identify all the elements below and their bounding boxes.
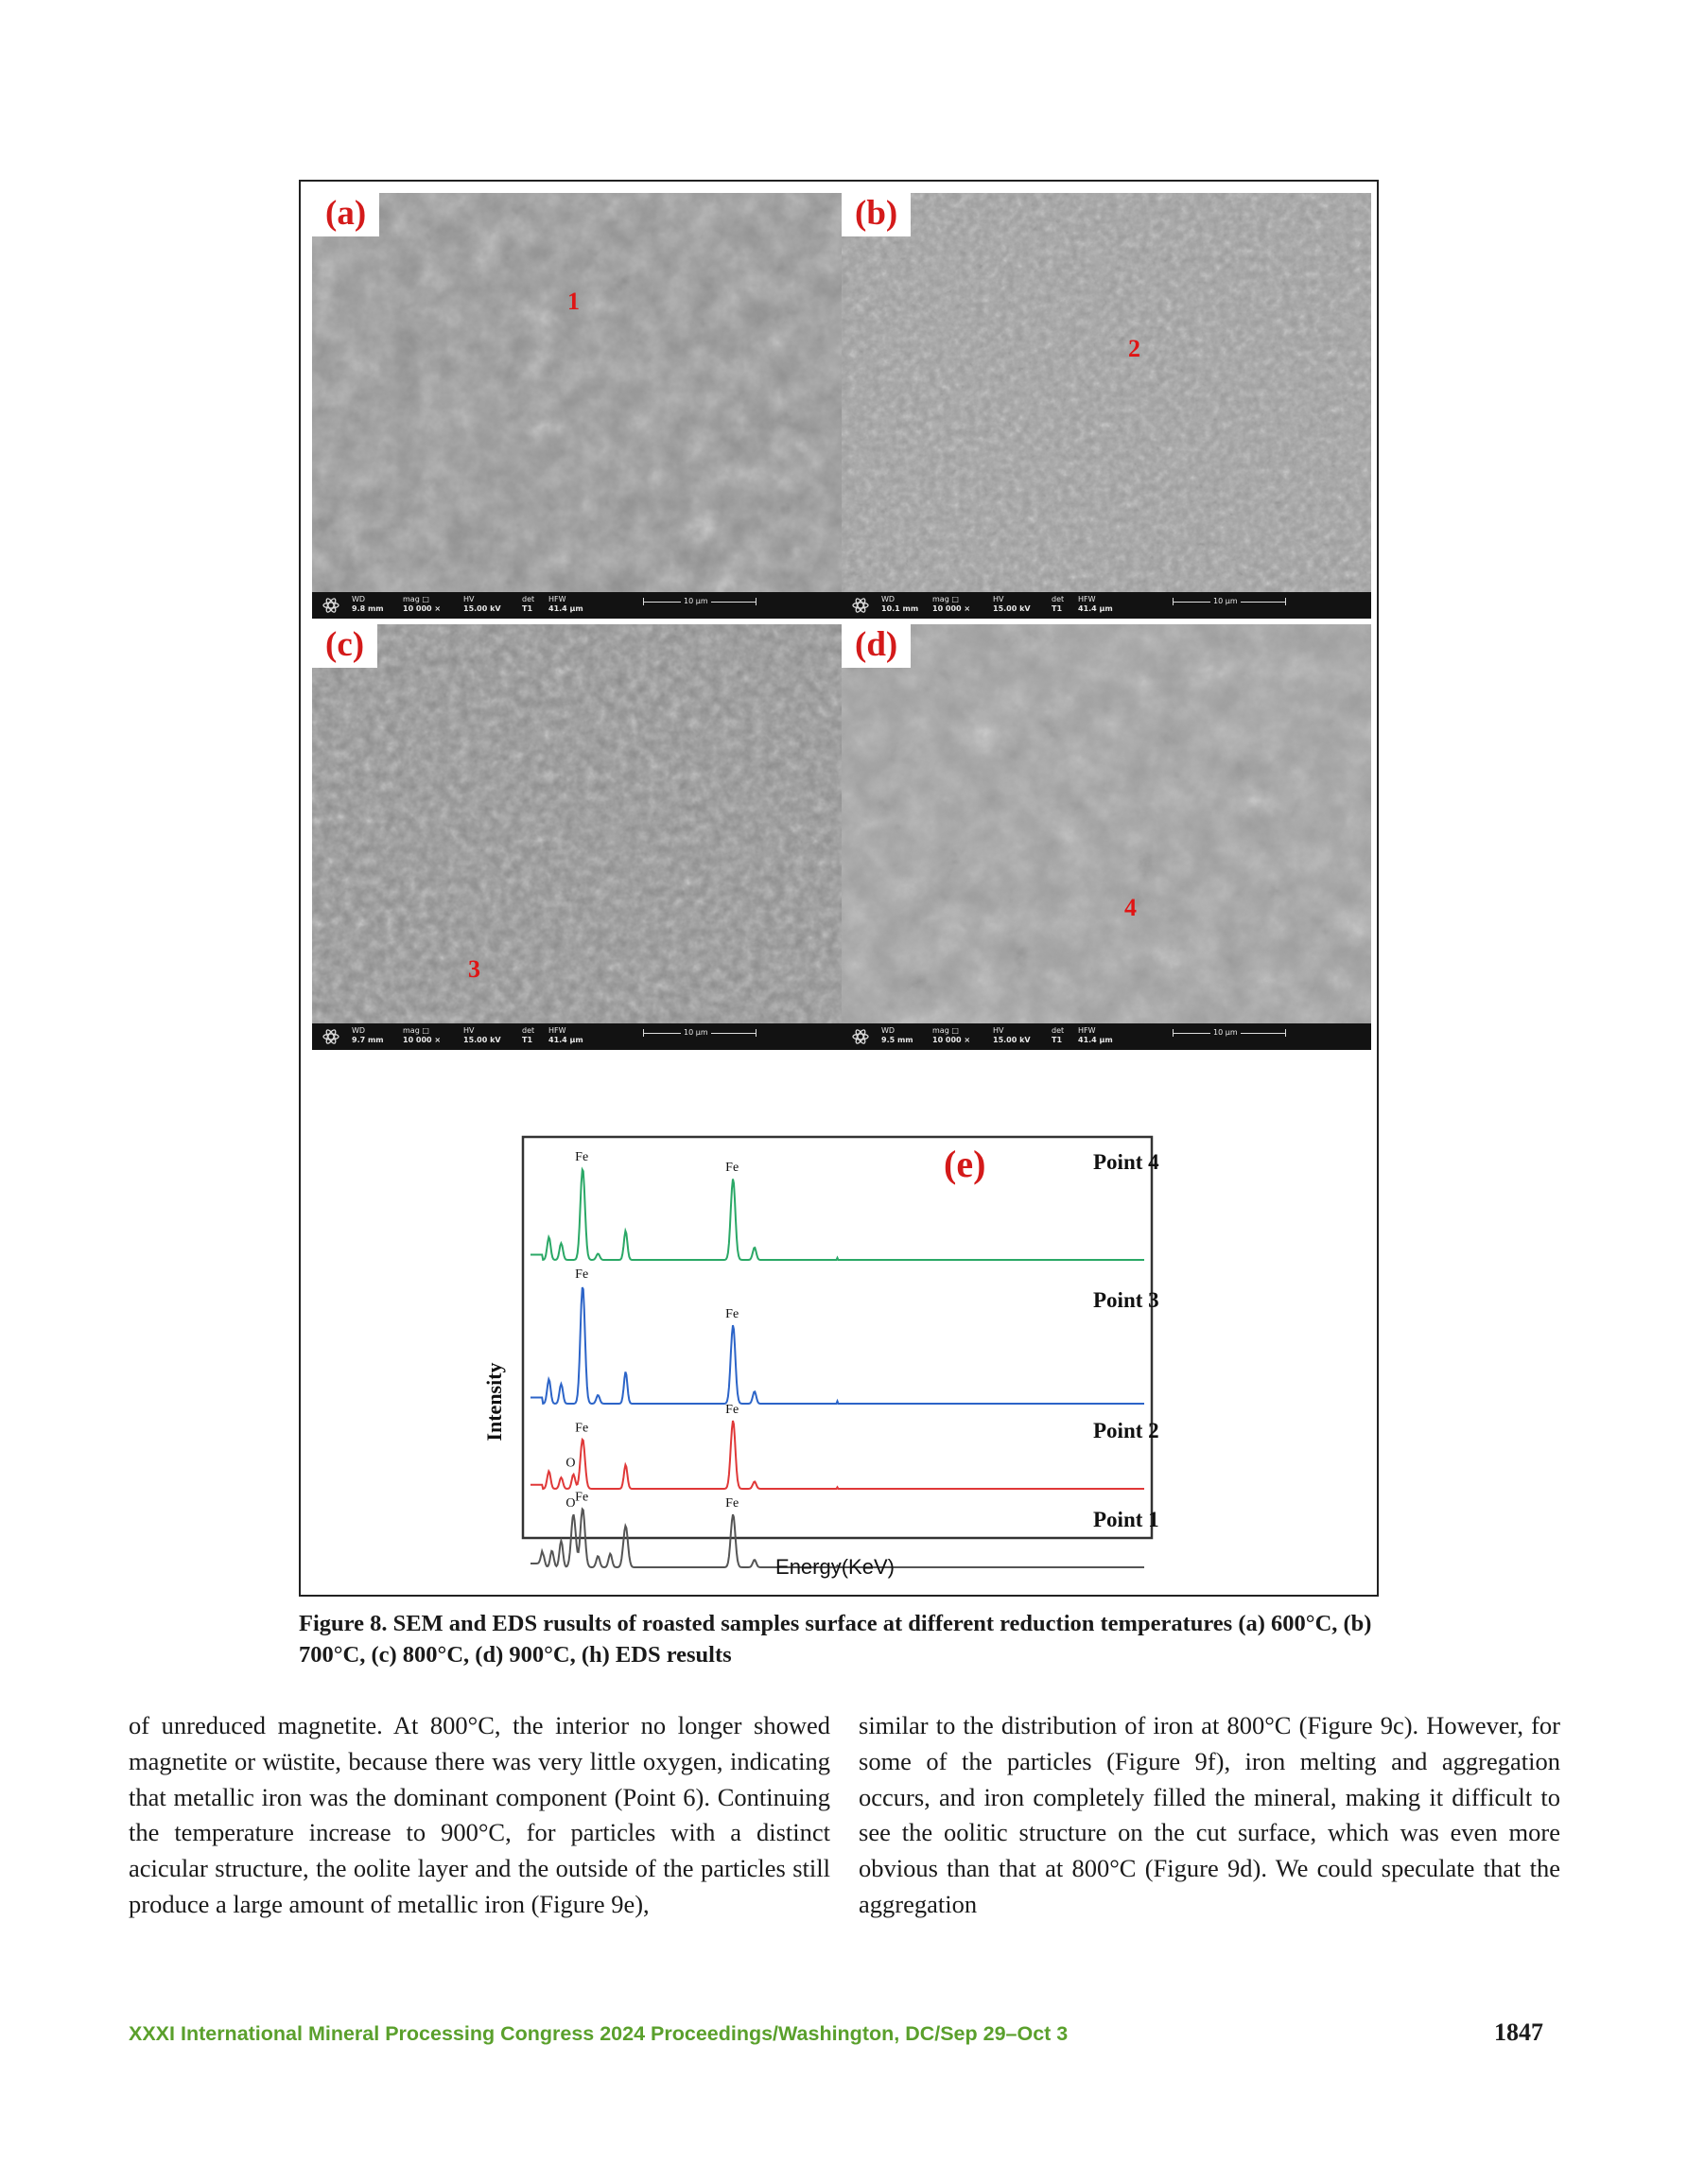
body-right-column: similar to the distribution of iron at 800°C (Figure 9c). However, for some of the particles (Figure 9f), iron melting and aggregation occurs, and iron completely filled the mineral, making it difficult to see the oolitic structure on the cut surface, which was even more obvious than that at 800°C (Figure 9d). We could speculate that the aggregation xyxy=(859,1711,1560,1918)
fei-logo-icon xyxy=(322,1027,340,1046)
figure-8-frame xyxy=(299,180,1379,1597)
sem-panel-c xyxy=(312,624,842,1050)
eds-peak-label: Fe xyxy=(725,1306,739,1321)
sem-databar xyxy=(312,592,842,619)
eds-plot-frame xyxy=(523,1137,1152,1538)
eds-series-label: Point 4 xyxy=(1093,1150,1159,1174)
databar-field: HV 15.00 kV xyxy=(463,1026,501,1044)
sem-micrograph-d xyxy=(842,624,1371,1050)
page-number: 1847 xyxy=(1494,2018,1543,2046)
eds-y-axis-label: Intensity xyxy=(482,1362,506,1441)
panel-label-b: (b) xyxy=(842,193,911,236)
databar-field: mag □ 10 000 × xyxy=(932,1026,971,1044)
scale-bar: 10 µm xyxy=(643,1029,757,1039)
eds-series-line xyxy=(530,1421,1144,1489)
fei-logo-icon xyxy=(851,1027,870,1046)
databar-field: HFW 41.4 µm xyxy=(548,1026,583,1044)
sem-micrograph-c xyxy=(312,624,842,1050)
conference-footer: XXXI International Mineral Processing Congress 2024 Proceedings/Washington, DC/Sep 29–Oct 3 xyxy=(129,2022,1069,2045)
sem-databar xyxy=(312,1023,842,1050)
databar-field: WD 9.5 mm xyxy=(881,1026,913,1044)
databar-field: HFW 41.4 µm xyxy=(1078,1026,1113,1044)
eds-peak-label: Fe xyxy=(575,1421,589,1436)
databar-field: WD 10.1 mm xyxy=(881,595,919,613)
scale-bar: 10 µm xyxy=(1173,598,1286,607)
body-left-column: of unreduced magnetite. At 800°C, the interior no longer showed magnetite or wüstite, because there was very little oxygen, indicating that metallic iron was the dominant component (Point 6). Continuing the temperature increase to 900°C, for particles with a distinct acicular structure, the oolite layer and the outside of the particles still produce a large amount of metallic iron (Figure 9e), xyxy=(129,1711,830,1918)
eds-chart-svg xyxy=(414,1127,1265,1581)
eds-x-axis-label: Energy(KeV) xyxy=(775,1555,895,1579)
point-marker-1: 1 xyxy=(567,288,580,315)
eds-peak-label: Fe xyxy=(725,1496,739,1511)
sem-databar xyxy=(842,592,1371,619)
databar-field: HV 15.00 kV xyxy=(993,595,1031,613)
figure-caption: Figure 8. SEM and EDS rusults of roasted samples surface at different reduction temperatures (a) 600°C, (b) 700°C, (c) 800°C, (d) 900°C, (h) EDS results xyxy=(299,1611,1372,1668)
sem-databar xyxy=(842,1023,1371,1050)
sem-panel-a xyxy=(312,193,842,619)
scale-bar: 10 µm xyxy=(1173,1029,1286,1039)
point-marker-4: 4 xyxy=(1124,894,1137,921)
sem-panel-d xyxy=(842,624,1371,1050)
databar-field: HV 15.00 kV xyxy=(993,1026,1031,1044)
sem-panel-b xyxy=(842,193,1371,619)
scale-bar: 10 µm xyxy=(643,598,757,607)
panel-label-d: (d) xyxy=(842,624,911,668)
point-marker-3: 3 xyxy=(468,955,480,983)
eds-panel-label: (e) xyxy=(944,1143,986,1185)
eds-peak-label: Fe xyxy=(725,1161,739,1176)
databar-field: WD 9.8 mm xyxy=(352,595,384,613)
eds-peak-label: Fe xyxy=(575,1150,589,1165)
databar-field: det T1 xyxy=(1052,1026,1065,1044)
eds-peak-label: O xyxy=(565,1496,576,1511)
eds-series-label: Point 1 xyxy=(1093,1508,1159,1531)
panel-label-c: (c) xyxy=(312,624,377,668)
eds-peak-label: Fe xyxy=(575,1267,589,1283)
eds-series-label: Point 2 xyxy=(1093,1419,1159,1442)
fei-logo-icon xyxy=(851,596,870,615)
databar-field: det T1 xyxy=(522,595,535,613)
databar-field: HV 15.00 kV xyxy=(463,595,501,613)
eds-peak-label: O xyxy=(565,1456,576,1471)
point-marker-2: 2 xyxy=(1128,335,1140,362)
eds-series-label: Point 3 xyxy=(1093,1288,1159,1312)
databar-field: HFW 41.4 µm xyxy=(548,595,583,613)
fei-logo-icon xyxy=(322,596,340,615)
sem-micrograph-a xyxy=(312,193,842,619)
eds-chart xyxy=(414,1127,1265,1581)
databar-field: mag □ 10 000 × xyxy=(403,595,442,613)
databar-field: det T1 xyxy=(522,1026,535,1044)
panel-label-a: (a) xyxy=(312,193,379,236)
eds-peak-label: Fe xyxy=(575,1490,589,1505)
databar-field: WD 9.7 mm xyxy=(352,1026,384,1044)
eds-peak-label: Fe xyxy=(725,1402,739,1417)
databar-field: det T1 xyxy=(1052,595,1065,613)
sem-micrograph-b xyxy=(842,193,1371,619)
eds-series-line xyxy=(530,1287,1144,1404)
eds-series-line xyxy=(530,1170,1144,1260)
databar-field: HFW 41.4 µm xyxy=(1078,595,1113,613)
databar-field: mag □ 10 000 × xyxy=(932,595,971,613)
databar-field: mag □ 10 000 × xyxy=(403,1026,442,1044)
